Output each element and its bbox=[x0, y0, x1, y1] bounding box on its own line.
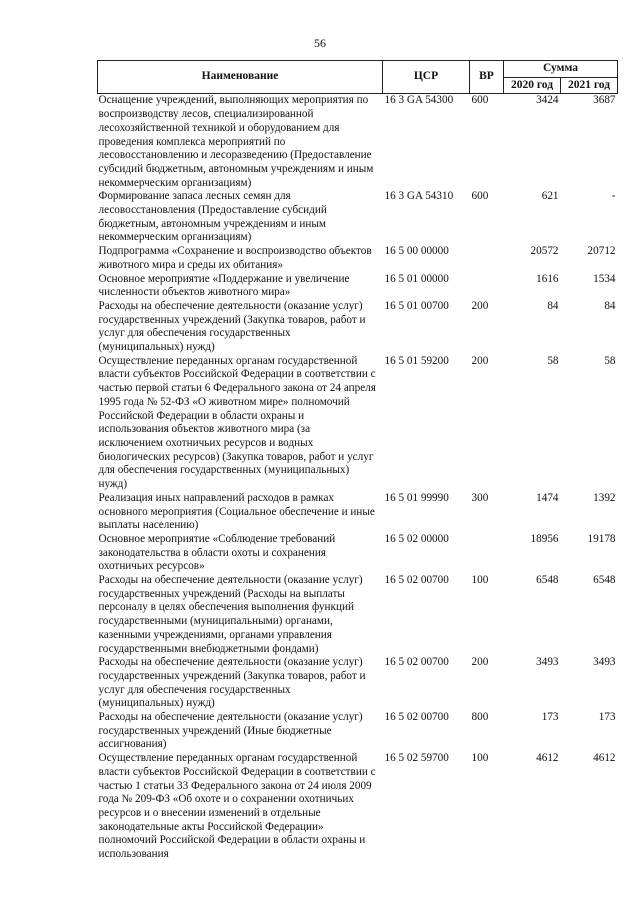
row-csr: 16 5 01 99990 bbox=[384, 491, 449, 504]
row-value-2020: 3493 bbox=[536, 656, 559, 669]
table-row bbox=[98, 190, 618, 245]
table-row bbox=[98, 656, 618, 711]
table-row bbox=[98, 300, 618, 355]
table-row bbox=[98, 711, 618, 752]
row-vr: 200 bbox=[471, 354, 489, 367]
row-value-2021: 3687 bbox=[593, 94, 616, 107]
row-csr: 16 3 GA 54310 bbox=[384, 190, 454, 203]
row-value-2021: 4612 bbox=[593, 752, 616, 765]
row-name: Осуществление переданных органам государственной власти субъектов Российской Федерации в соответствии с частью 1 статьи 33 Федерального закона от 24 июля 2009 года № 209-ФЗ «Об охоте и о сохранении охотничьих ресурсов и о внесении изменений в отдельные законодательные акты Российской Федерации» полномочий Российской Федерации в области охраны и использования bbox=[98, 752, 376, 861]
row-vr: 600 bbox=[471, 94, 489, 107]
row-value-2020: 173 bbox=[541, 711, 559, 724]
header-year-2021: 2021 год bbox=[561, 77, 618, 94]
row-vr bbox=[470, 533, 504, 574]
row-name: Расходы на обеспечение деятельности (оказание услуг) государственных учреждений (Расходы на выплаты персоналу в целях обеспечения выполнения функций государственными (муниципальными) органами, казенными учреждениями, органами управления государственными внебюджетными фондами) bbox=[98, 574, 363, 655]
row-name: Основное мероприятие «Соблюдение требований законодательства в области охоты и сохранения охотничьих ресурсов» bbox=[98, 532, 336, 573]
row-csr: 16 3 GA 54300 bbox=[384, 94, 454, 107]
header-sum: Сумма bbox=[504, 61, 618, 78]
row-value-2020: 1616 bbox=[536, 272, 559, 285]
row-value-2021: 1392 bbox=[593, 491, 616, 504]
row-value-2020: 3424 bbox=[536, 94, 559, 107]
row-value-2020: 84 bbox=[547, 299, 559, 312]
row-vr: 600 bbox=[471, 190, 489, 203]
row-name: Подпрограмма «Сохранение и воспроизводство объектов животного мира и среды их обитания» bbox=[98, 245, 372, 271]
row-csr: 16 5 01 00000 bbox=[384, 272, 449, 285]
row-name: Реализация иных направлений расходов в рамках основного мероприятия (Социальное обеспечение и иные выплаты населению) bbox=[98, 491, 375, 532]
row-name: Расходы на обеспечение деятельности (оказание услуг) государственных учреждений (Закупка товаров, работ и услуг для обеспечения государственных (муниципальных) нужд) bbox=[98, 299, 366, 354]
row-value-2020: 4612 bbox=[536, 752, 559, 765]
row-value-2020: 20572 bbox=[530, 245, 559, 258]
row-value-2020: 58 bbox=[547, 354, 559, 367]
row-csr: 16 5 02 00700 bbox=[384, 711, 449, 724]
row-name: Основное мероприятие «Поддержание и увеличение численности объектов животного мира» bbox=[98, 272, 350, 299]
table-row bbox=[98, 273, 618, 300]
header-vr: ВР bbox=[470, 61, 504, 94]
row-vr bbox=[470, 245, 504, 272]
row-name: Осуществление переданных органам государственной власти субъектов Российской Федерации в соответствии с частью первой статьи 6 Федерального закона от 24 апреля 1995 года № 52-ФЗ «О животном мире» полномочий Российской Федерации в области охраны и использования объектов животного мира (за исключением охотничьих ресурсов и водных биологических ресурсов) (Закупка товаров, работ и услуг для обеспечения государственных (муниципальных) нужд) bbox=[98, 354, 376, 491]
row-vr: 200 bbox=[471, 656, 489, 669]
row-value-2021: 6548 bbox=[593, 574, 616, 587]
row-name: Расходы на обеспечение деятельности (оказание услуг) государственных учреждений (Закупка товаров, работ и услуг для обеспечения государственных (муниципальных) нужд) bbox=[98, 656, 366, 710]
row-value-2020: 621 bbox=[541, 190, 559, 203]
row-vr: 100 bbox=[471, 752, 489, 765]
table-header bbox=[98, 61, 618, 94]
row-value-2020: 6548 bbox=[536, 574, 559, 587]
row-name: Формирование запаса лесных семян для лесовосстановления (Предоставление субсидий бюджетным, автономным учреждениям и иным некоммерческим организациям) bbox=[98, 190, 327, 244]
table-row bbox=[98, 752, 618, 862]
row-value-2021: 20712 bbox=[587, 245, 616, 258]
page-number: 56 bbox=[314, 36, 326, 50]
row-value-2021: 173 bbox=[598, 711, 616, 724]
row-csr: 16 5 01 00700 bbox=[384, 299, 449, 312]
row-value-2021: 3493 bbox=[593, 656, 616, 669]
row-value-2021: 1534 bbox=[593, 272, 616, 285]
row-csr: 16 5 02 00700 bbox=[384, 574, 449, 587]
row-value-2020: 18956 bbox=[530, 532, 559, 545]
row-value-2021: 58 bbox=[604, 354, 616, 367]
header-year-2020: 2020 год bbox=[504, 77, 561, 94]
table-row bbox=[98, 94, 618, 190]
row-value-2021: 84 bbox=[604, 299, 616, 312]
row-value-2021: 19178 bbox=[587, 532, 616, 545]
row-vr: 800 bbox=[471, 711, 489, 724]
row-vr bbox=[470, 273, 504, 300]
row-csr: 16 5 01 59200 bbox=[384, 354, 449, 367]
row-vr: 100 bbox=[471, 574, 489, 587]
table-row bbox=[98, 492, 618, 533]
row-value-2020: 1474 bbox=[536, 491, 559, 504]
table-row bbox=[98, 245, 618, 272]
header-name: Наименование bbox=[98, 61, 383, 94]
table-row bbox=[98, 533, 618, 574]
row-csr: 16 5 00 00000 bbox=[384, 245, 449, 258]
row-vr: 200 bbox=[471, 299, 489, 312]
row-csr: 16 5 02 00700 bbox=[384, 656, 449, 669]
table-row bbox=[98, 355, 618, 492]
row-vr: 300 bbox=[471, 491, 489, 504]
row-name: Расходы на обеспечение деятельности (оказание услуг) государственных учреждений (Иные бюджетные ассигнования) bbox=[98, 711, 363, 751]
row-csr: 16 5 02 59700 bbox=[384, 752, 449, 765]
table-row bbox=[98, 574, 618, 656]
table-body bbox=[98, 94, 618, 862]
budget-table bbox=[97, 60, 618, 862]
row-value-2021: - bbox=[611, 190, 616, 203]
row-name: Оснащение учреждений, выполняющих мероприятия по воспроизводству лесов, специализированной лесохозяйственной техникой и оборудованием для проведения комплекса мероприятий по лесовосстановлению и лесоразведению (Предоставление субсидий бюджетным, автономным учреждениям и иным некоммерческим организациям) bbox=[98, 94, 374, 189]
row-csr: 16 5 02 00000 bbox=[384, 532, 449, 545]
header-csr: ЦСР bbox=[383, 61, 470, 94]
